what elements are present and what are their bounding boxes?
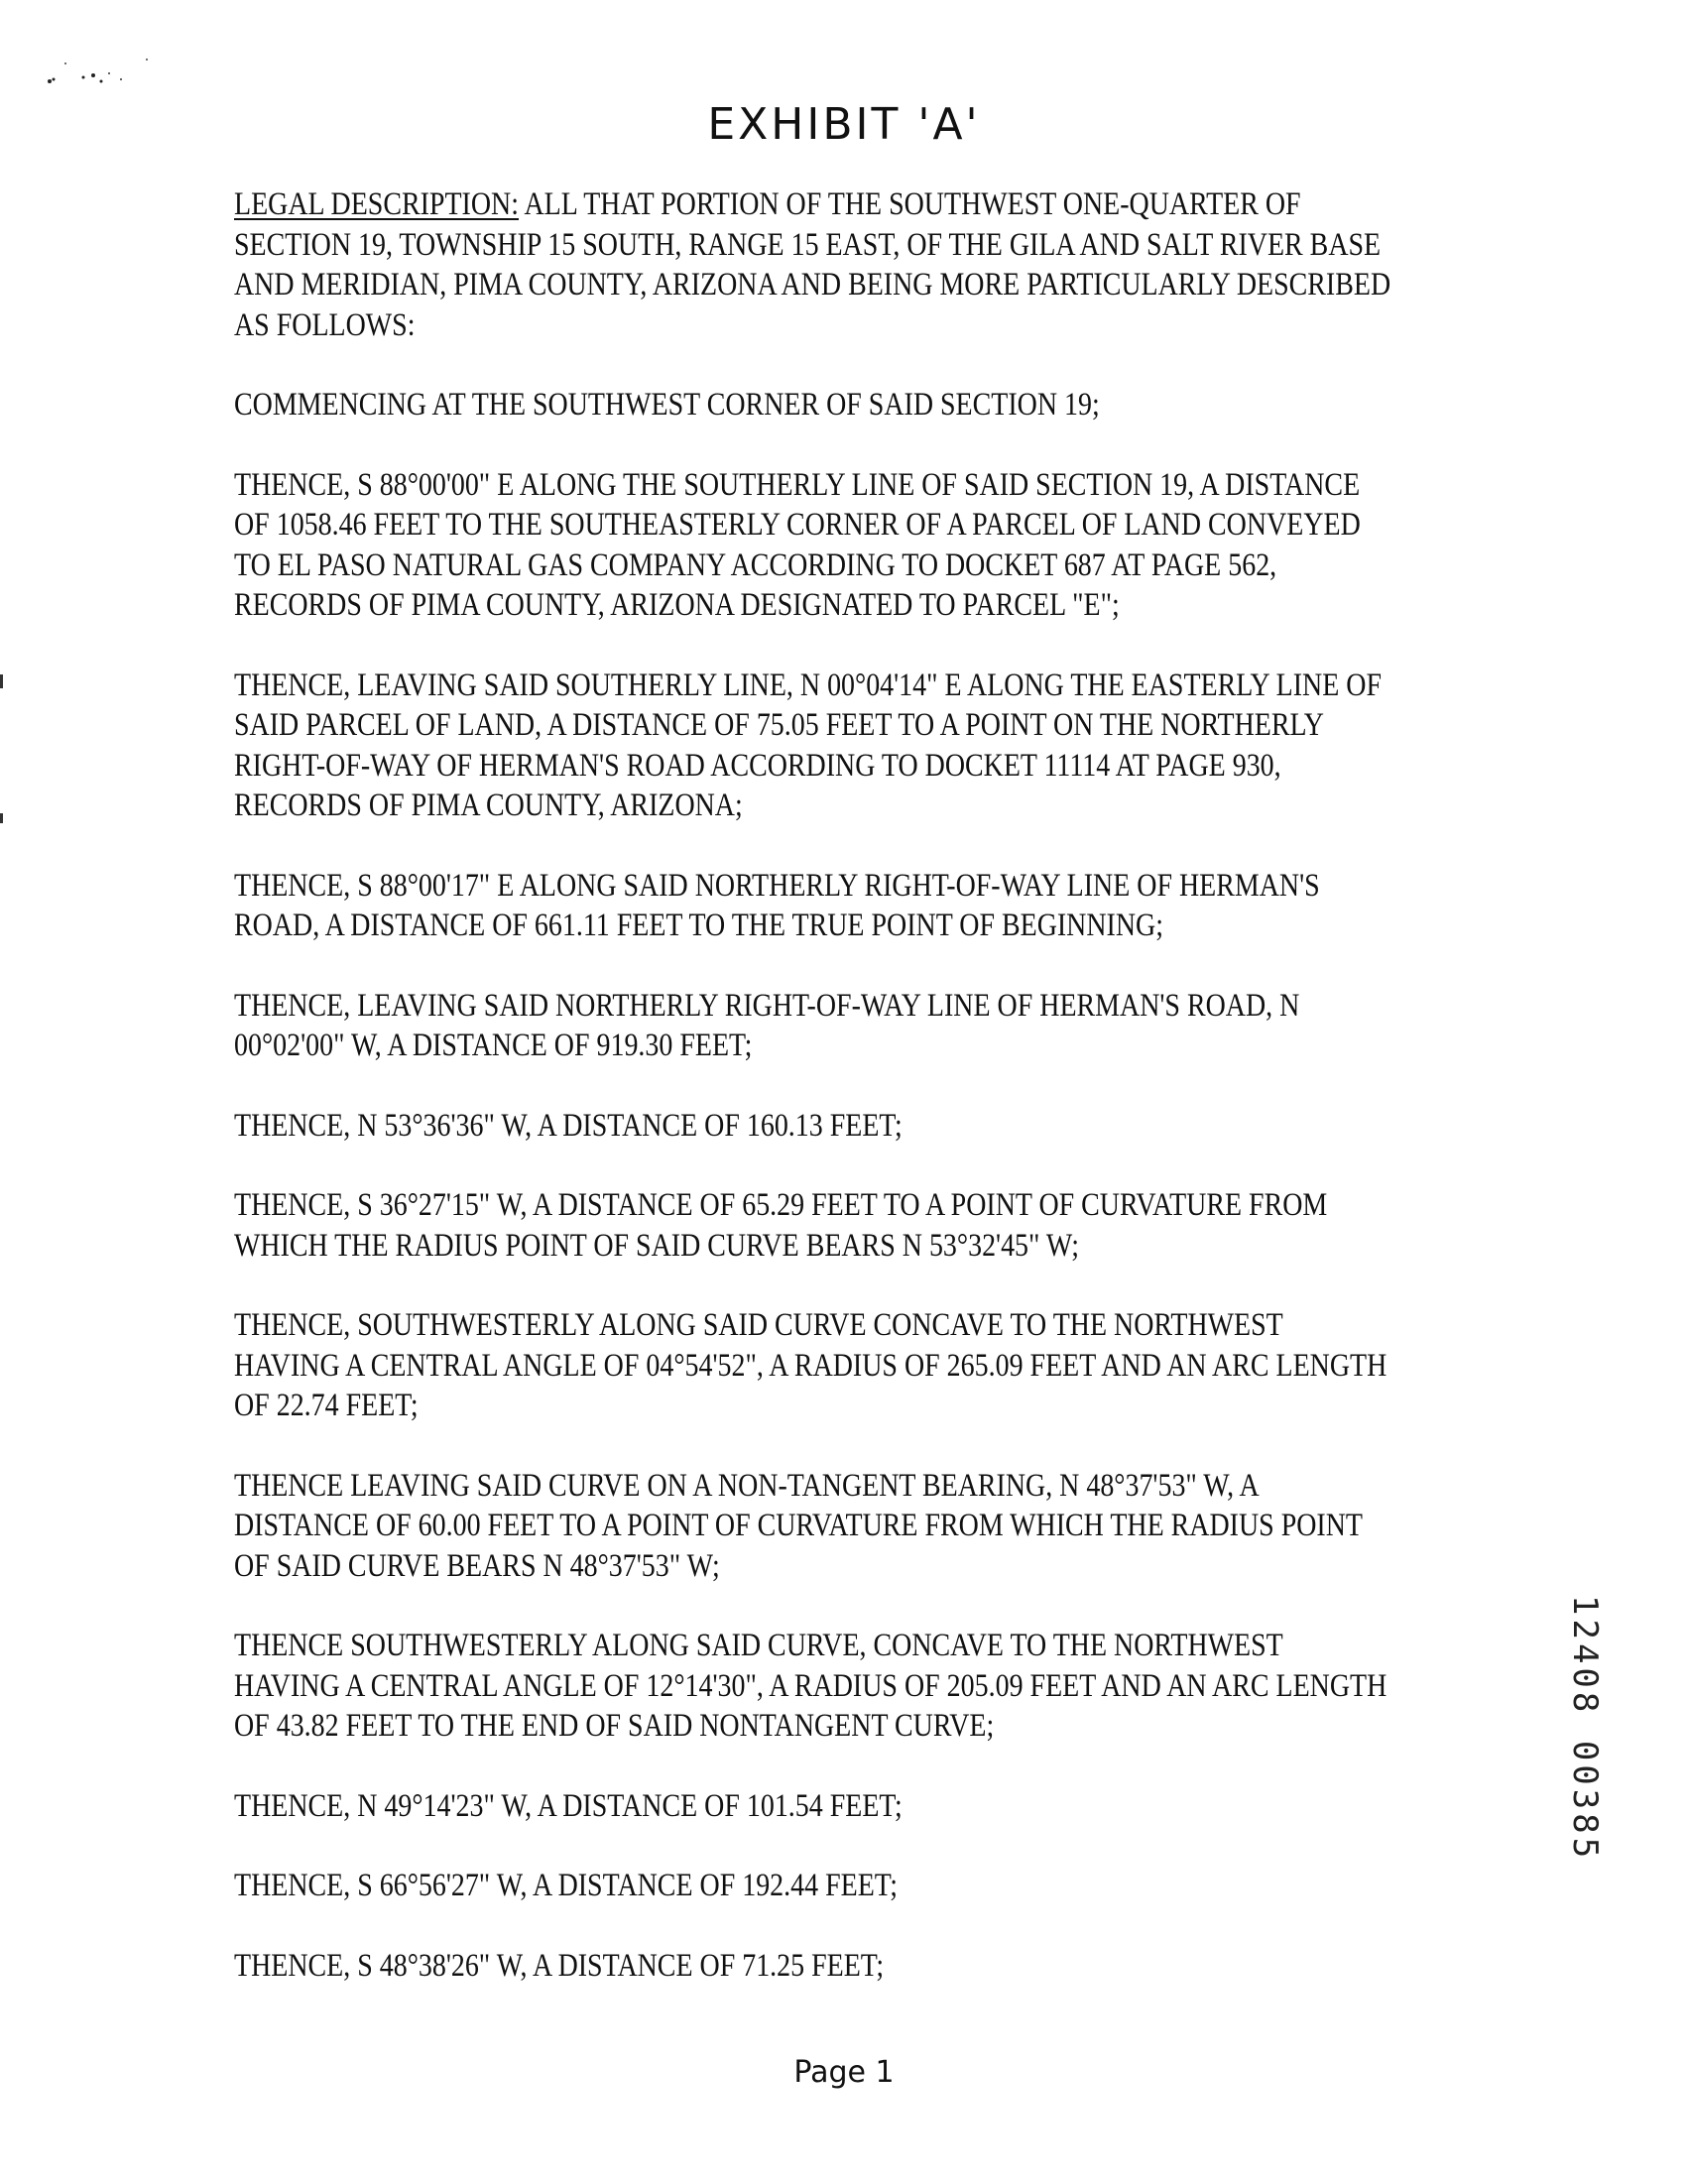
paragraph-line: THENCE, S 66°56'27" W, A DISTANCE OF 192.44 FEET;	[234, 1868, 899, 1903]
paragraph-line: OF 1058.46 FEET TO THE SOUTHEASTERLY CORNER OF A PARCEL OF LAND CONVEYED	[234, 507, 1361, 543]
paragraph-line: THENCE, LEAVING SAID NORTHERLY RIGHT-OF-WAY LINE OF HERMAN'S ROAD, N	[234, 987, 1300, 1024]
paragraph-line: THENCE, S 88°00'17" E ALONG SAID NORTHERLY RIGHT-OF-WAY LINE OF HERMAN'S	[234, 867, 1320, 904]
legal-description-body	[234, 184, 1391, 2025]
intro-line: AS FOLLOWS:	[234, 306, 416, 343]
intro-line	[234, 184, 1300, 225]
paragraph-line: ROAD, A DISTANCE OF 661.11 FEET TO THE TRUE POINT OF BEGINNING;	[234, 908, 1163, 943]
paragraph-course	[234, 1946, 1300, 1987]
paragraph-line: DISTANCE OF 60.00 FEET TO A POINT OF CURVATURE FROM WHICH THE RADIUS POINT	[234, 1508, 1363, 1543]
paragraph-line: WHICH THE RADIUS POINT OF SAID CURVE BEARS N 53°32'45" W;	[234, 1227, 1080, 1264]
paragraph-line: THENCE, S 88°00'00" E ALONG THE SOUTHERLY LINE OF SAID SECTION 19, A DISTANCE	[234, 466, 1361, 503]
paragraph-course	[234, 1466, 1363, 1587]
paragraph-course	[234, 1106, 1300, 1147]
intro-line: AND MERIDIAN, PIMA COUNTY, ARIZONA AND BEING MORE PARTICULARLY DESCRIBED	[234, 267, 1391, 303]
paragraph-line: THENCE, S 36°27'15" W, A DISTANCE OF 65.29 FEET TO A POINT OF CURVATURE FROM	[234, 1187, 1328, 1223]
left-edge-mark	[0, 813, 3, 823]
scan-specks	[44, 54, 202, 103]
paragraph-course	[234, 1305, 1387, 1426]
paragraph-line: THENCE, N 49°14'23" W, A DISTANCE OF 101.54 FEET;	[234, 1787, 903, 1824]
paragraph-line: TO EL PASO NATURAL GAS COMPANY ACCORDING TO DOCKET 687 AT PAGE 562,	[234, 546, 1277, 583]
paragraph-line: RECORDS OF PIMA COUNTY, ARIZONA DESIGNATED TO PARCEL "E";	[234, 587, 1120, 623]
paragraph-course	[234, 986, 1300, 1066]
paragraph-line: THENCE, SOUTHWESTERLY ALONG SAID CURVE CONCAVE TO THE NORTHWEST	[234, 1307, 1283, 1343]
intro-text: ALL THAT PORTION OF THE SOUTHWEST ONE-QUARTER OF	[518, 186, 1301, 222]
paragraph-line: 00°02'00" W, A DISTANCE OF 919.30 FEET;	[234, 1028, 753, 1063]
paragraph-line: THENCE SOUTHWESTERLY ALONG SAID CURVE, CONCAVE TO THE NORTHWEST	[234, 1628, 1283, 1663]
paragraph-line: THENCE, N 53°36'36" W, A DISTANCE OF 160.13 FEET;	[234, 1107, 903, 1144]
exhibit-title: EXHIBIT 'A'	[707, 99, 981, 150]
paragraph-line: HAVING A CENTRAL ANGLE OF 04°54'52", A RADIUS OF 265.09 FEET AND AN ARC LENGTH	[234, 1347, 1387, 1384]
legal-description-intro	[234, 184, 1391, 345]
paragraph-line: THENCE LEAVING SAID CURVE ON A NON-TANGENT BEARING, N 48°37'53" W, A	[234, 1467, 1260, 1504]
paragraph-course	[234, 465, 1361, 626]
paragraph-line: OF 43.82 FEET TO THE END OF SAID NONTANGENT CURVE;	[234, 1708, 995, 1744]
paragraph-line: THENCE, S 48°38'26" W, A DISTANCE OF 71.25 FEET;	[234, 1947, 885, 1984]
paragraph-commencing	[234, 385, 1300, 425]
paragraph-course	[234, 666, 1383, 826]
docket-page-number: 12408 00385	[1565, 1595, 1605, 1863]
paragraph-course	[234, 1866, 1300, 1906]
paragraph-course	[234, 1626, 1387, 1747]
paragraph-line: THENCE, LEAVING SAID SOUTHERLY LINE, N 00°04'14" E ALONG THE EASTERLY LINE OF	[234, 667, 1383, 703]
paragraph-course	[234, 1786, 1300, 1827]
legal-description-label: LEGAL DESCRIPTION:	[234, 186, 519, 222]
left-edge-mark	[0, 674, 3, 688]
paragraph-course	[234, 1185, 1328, 1266]
paragraph-line: HAVING A CENTRAL ANGLE OF 12°14'30", A RADIUS OF 205.09 FEET AND AN ARC LENGTH	[234, 1667, 1387, 1704]
page-number: Page 1	[793, 2055, 895, 2090]
intro-line: SECTION 19, TOWNSHIP 15 SOUTH, RANGE 15 EAST, OF THE GILA AND SALT RIVER BASE	[234, 226, 1382, 263]
paragraph-line: COMMENCING AT THE SOUTHWEST CORNER OF SAID SECTION 19;	[234, 387, 1100, 423]
paragraph-course	[234, 866, 1320, 946]
paragraph-line: SAID PARCEL OF LAND, A DISTANCE OF 75.05 FEET TO A POINT ON THE NORTHERLY	[234, 707, 1324, 743]
paragraph-line: OF SAID CURVE BEARS N 48°37'53" W;	[234, 1547, 720, 1584]
paragraph-line: RECORDS OF PIMA COUNTY, ARIZONA;	[234, 788, 743, 823]
paragraph-line: RIGHT-OF-WAY OF HERMAN'S ROAD ACCORDING TO DOCKET 11114 AT PAGE 930,	[234, 747, 1281, 784]
paragraph-line: OF 22.74 FEET;	[234, 1388, 419, 1423]
